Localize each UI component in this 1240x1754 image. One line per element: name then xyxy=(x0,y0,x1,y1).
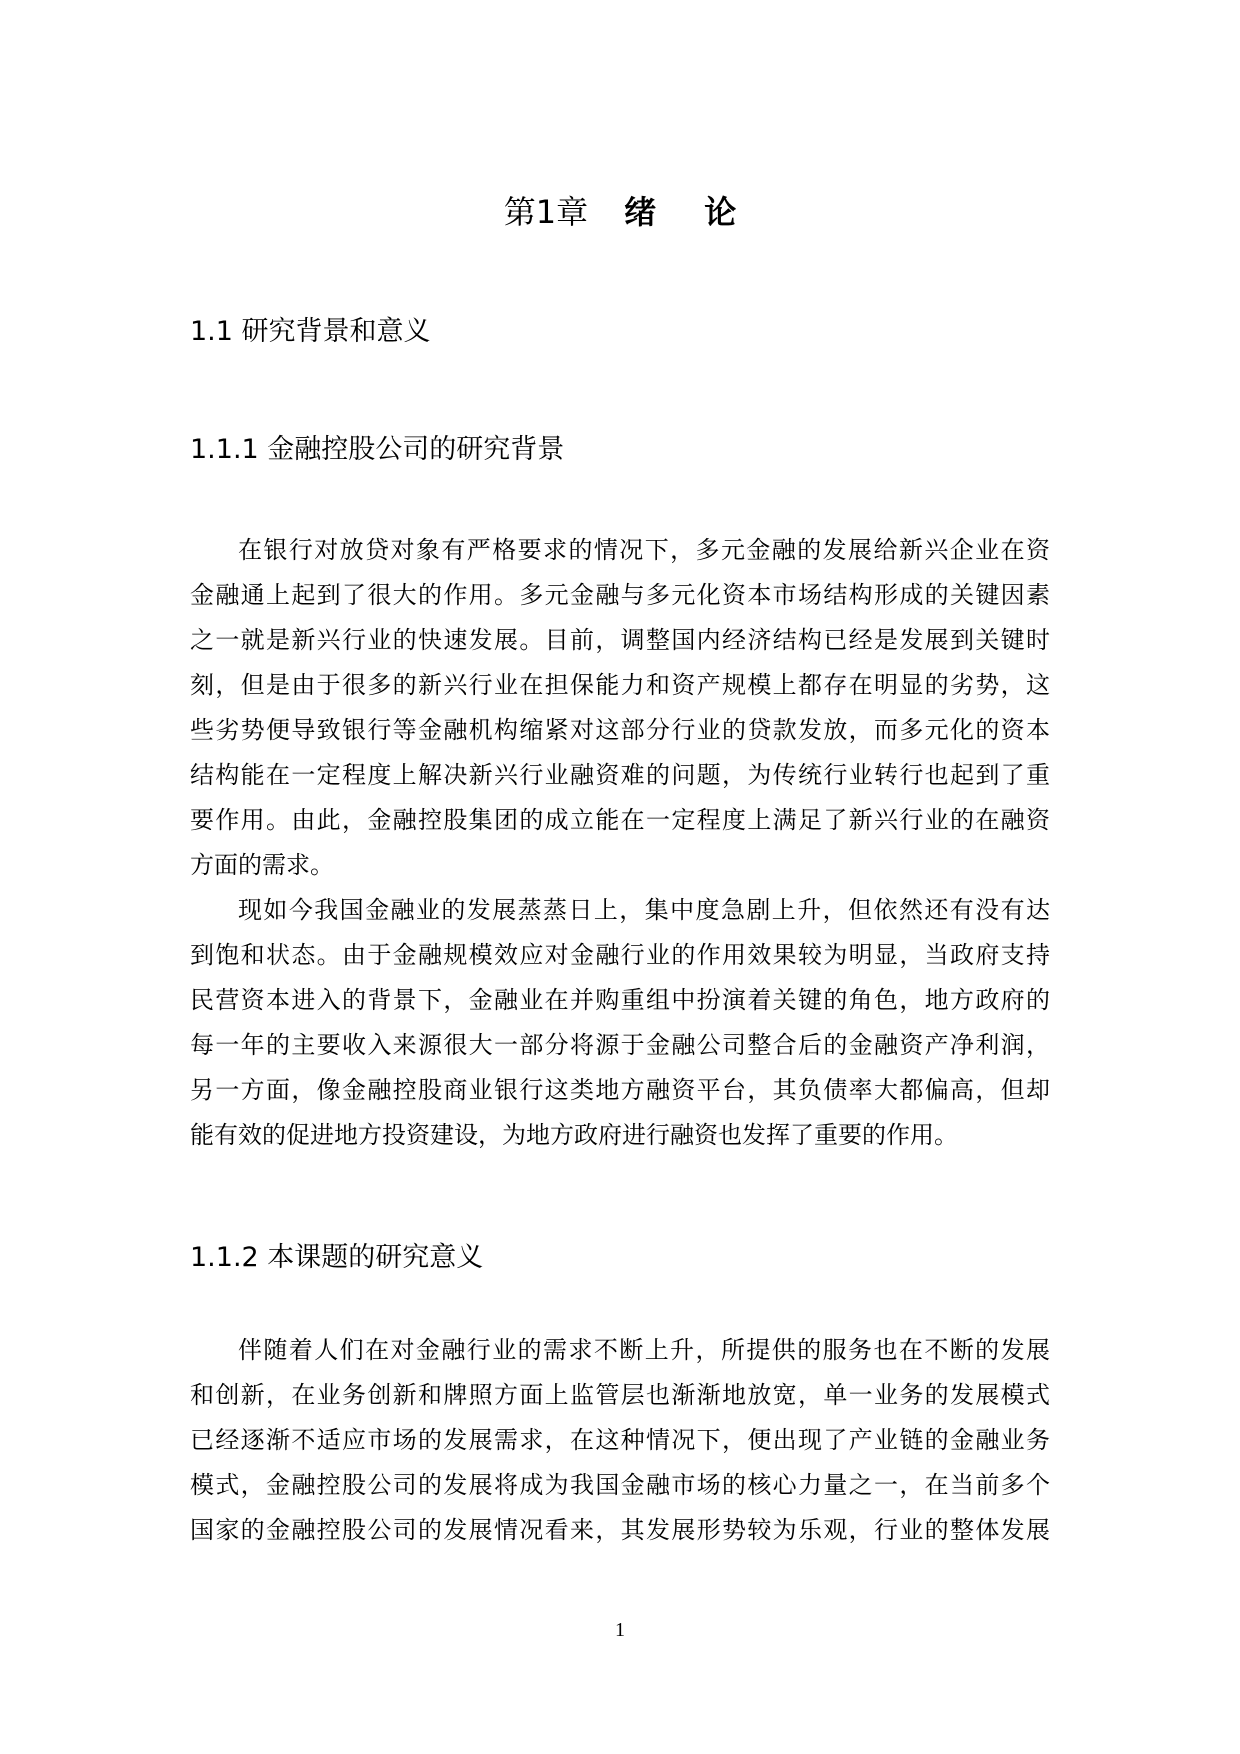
chapter-title xyxy=(0,190,1240,234)
text-line: 民营资本进入的背景下，金融业在并购重组中扮演着关键的角色，地方政府的 xyxy=(190,986,1050,1014)
text-line: 在银行对放贷对象有严格要求的情况下，多元金融的发展给新兴企业在资 xyxy=(238,536,1050,564)
chapter-number: 第1章 xyxy=(503,193,589,231)
text-line: 伴随着人们在对金融行业的需求不断上升，所提供的服务也在不断的发展 xyxy=(238,1336,1050,1364)
text-line: 每一年的主要收入来源很大一部分将源于金融公司整合后的金融资产净利润， xyxy=(190,1031,1050,1059)
text-line: 结构能在一定程度上解决新兴行业融资难的问题，为传统行业转行也起到了重 xyxy=(190,761,1050,789)
text-line: 现如今我国金融业的发展蒸蒸日上，集中度急剧上升，但依然还有没有达 xyxy=(238,896,1050,924)
text-line: 另一方面，像金融控股商业银行这类地方融资平台，其负债率大都偏高，但却 xyxy=(190,1076,1050,1104)
section-heading-1-1-2: 1.1.2 本课题的研究意义 xyxy=(190,1242,484,1273)
text-line: 方面的需求。 xyxy=(190,851,334,879)
text-line: 能有效的促进地方投资建设，为地方政府进行融资也发挥了重要的作用。 xyxy=(190,1121,958,1149)
text-line: 国家的金融控股公司的发展情况看来，其发展形势较为乐观，行业的整体发展 xyxy=(190,1516,1050,1544)
text-line: 之一就是新兴行业的快速发展。目前，调整国内经济结构已经是发展到关键时 xyxy=(190,626,1050,654)
chapter-title-char-2: 论 xyxy=(704,193,737,231)
text-line: 模式，金融控股公司的发展将成为我国金融市场的核心力量之一，在当前多个 xyxy=(190,1471,1050,1499)
text-line: 到饱和状态。由于金融规模效应对金融行业的作用效果较为明显，当政府支持 xyxy=(190,941,1050,969)
chapter-title-char-1: 绪 xyxy=(624,193,657,231)
text-line: 刻，但是由于很多的新兴行业在担保能力和资产规模上都存在明显的劣势，这 xyxy=(190,671,1050,699)
body-text-research-background xyxy=(190,528,1050,1158)
text-line: 和创新，在业务创新和牌照方面上监管层也渐渐地放宽，单一业务的发展模式 xyxy=(190,1381,1050,1409)
text-line: 些劣势便导致银行等金融机构缩紧对这部分行业的贷款发放，而多元化的资本 xyxy=(190,716,1050,744)
page-number: 1 xyxy=(615,1619,625,1641)
section-heading-1-1: 1.1 研究背景和意义 xyxy=(190,316,431,347)
text-line: 已经逐渐不适应市场的发展需求，在这种情况下，便出现了产业链的金融业务 xyxy=(190,1426,1050,1454)
section-heading-1-1-1: 1.1.1 金融控股公司的研究背景 xyxy=(190,434,565,465)
text-line: 金融通上起到了很大的作用。多元金融与多元化资本市场结构形成的关键因素 xyxy=(190,581,1050,609)
body-text-research-significance xyxy=(190,1328,1050,1553)
text-line: 要作用。由此，金融控股集团的成立能在一定程度上满足了新兴行业的在融资 xyxy=(190,806,1050,834)
